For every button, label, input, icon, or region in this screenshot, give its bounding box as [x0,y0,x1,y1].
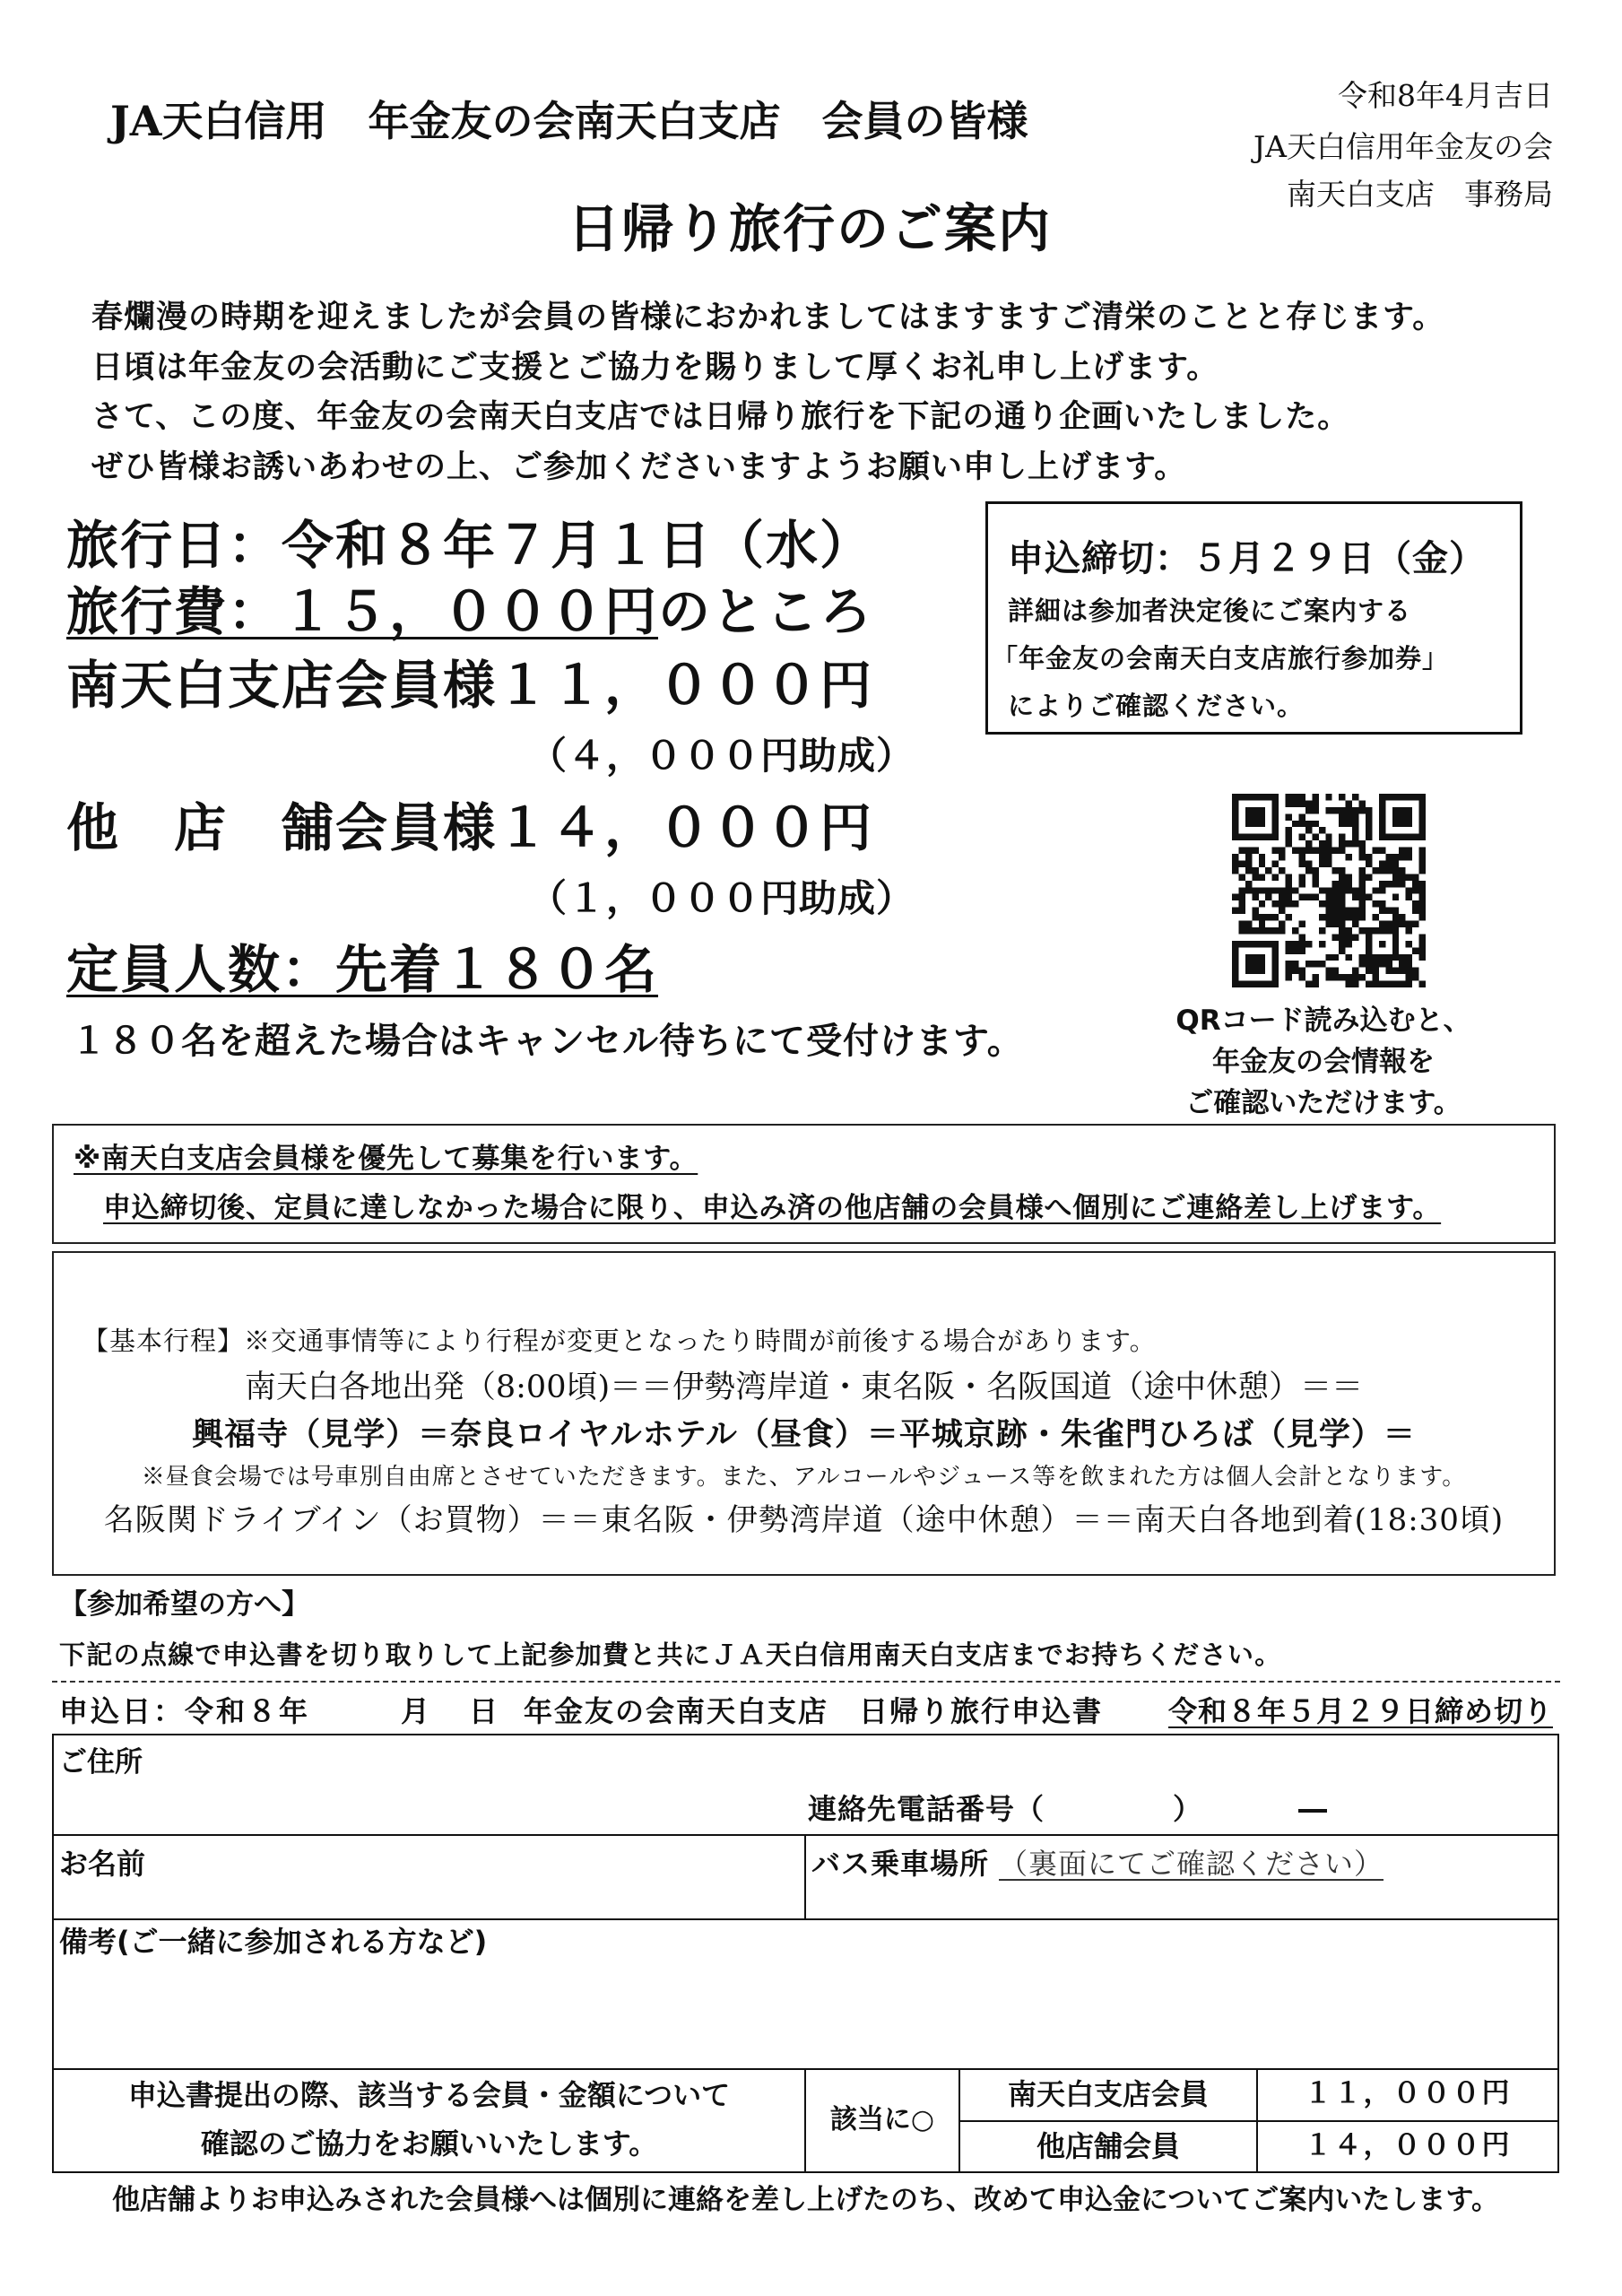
itinerary-heading: 【基本行程】※交通事情等により行程が変更となったり時間が前後する場合があります。 [82,1326,1157,1356]
qr-caption-line: QRコード読み込むと、 [1175,1004,1471,1037]
deadline-detail-line: によりご確認ください。 [1008,691,1305,721]
deadline-detail-line: 「年金友の会南天白支店旅行参加券」 [992,643,1450,674]
intro-line: さて、この度、年金友の会南天白支店では日帰り旅行を下記の通り企画いたしました。 [91,399,1350,435]
phone-close-paren: ） [1173,1792,1202,1826]
table-rule [958,2120,1557,2122]
qr-caption-line: 年金友の会情報を [1212,1046,1435,1078]
form-day-label: 日 [469,1694,499,1728]
page-title: 日帰り旅行のご案内 [568,198,1053,259]
form-deadline: 令和８年５月２９日締め切り [1167,1694,1553,1728]
application-form [52,1734,1559,2173]
cut-line [52,1681,1560,1683]
waitlist-note: １８０名を超えた場合はキャンセル待ちにて受付けます。 [71,1021,1024,1062]
name-label: お名前 [59,1847,146,1881]
bus-stop-label: バス乗車場所 [811,1847,990,1881]
qr-caption [1144,1000,1503,1124]
deadline-box [985,501,1522,735]
qr-caption-line: ご確認いただけます。 [1185,1087,1462,1119]
itinerary-box [52,1251,1556,1576]
itinerary-route: 興福寺（見学）＝奈良ロイヤルホテル（昼食）＝平城京跡・朱雀門ひろば（見学）＝ [192,1417,1416,1453]
issuer-org: JA天白信用年金友の会 [1253,129,1553,164]
confirm-text-line: 確認のご協力をお願いいたします。 [200,2126,658,2161]
capacity-text: 定員人数：先着１８０名 [66,939,659,1000]
intro-paragraph [91,293,1444,492]
footer-note: 他店舗よりお申込みされた会員様へは個別に連絡を差し上げたのち、改めて申込金についてご案内いたします。 [112,2184,1499,2216]
trip-fee [66,581,874,642]
remarks-label: 備考(ご一緒に参加される方など) [59,1925,488,1959]
other-price: 他 店 舗会員様１４，０００円 [66,797,874,858]
trip-fee-label: 旅行費：１５，０００円 [66,581,659,642]
other-subsidy: （１，０００円助成） [529,876,915,920]
form-date-label: 申込日：令和８年 [59,1694,311,1728]
table-rule [54,1918,1557,1920]
confirm-text-line: 申込書提出の際、該当する会員・金額について [127,2078,731,2112]
table-rule [804,1834,806,1918]
option-member: 南天白支店会員 [1007,2077,1209,2111]
option-amount: １１，０００円 [1304,2077,1512,2109]
trip-fee-suffix: のところ [658,581,874,642]
deadline-detail-line: 詳細は参加者決定後にご案内する [1008,596,1412,626]
deadline-text: 申込締切：５月２９日（金） [1008,538,1486,579]
trip-date: 旅行日：令和８年７月１日（水） [66,515,874,576]
issuer-office: 南天白支店 事務局 [1287,177,1553,212]
address-label: ご住所 [59,1746,143,1779]
priority-notice-line: ※南天白支店会員様を優先して募集を行います。 [74,1143,698,1175]
bus-stop-note: （裏面にてご確認ください） [999,1847,1384,1881]
form-month-label: 月 [401,1694,430,1728]
application-instruction: 下記の点線で申込書を切り取りして上記参加費と共にＪＡ天白信用南天白支店までお持ちください。 [59,1639,1282,1670]
intro-line: 春爛漫の時期を迎えましたが会員の皆様におかれましてはますますご清栄のことと存じます。 [91,300,1445,335]
priority-notice-line: 申込締切後、定員に達しなかった場合に限り、申込み済の他店舗の会員様へ個別にご連絡差し上げます。 [103,1192,1442,1224]
option-member: 他店舗会員 [1036,2129,1180,2163]
phone-dash: ― [1298,1792,1327,1826]
priority-notice-box [52,1124,1556,1244]
option-amount: １４，０００円 [1304,2129,1512,2161]
intro-line: 日頃は年金友の会活動にご支援とご協力を賜りまして厚くお礼申し上げます。 [91,349,1219,386]
intro-line: ぜひ皆様お誘いあわせの上、ご参加くださいますようお願い申し上げます。 [91,448,1187,485]
itinerary-route: 名阪関ドライブイン（お買物）＝＝東名阪・伊勢湾岸道（途中休憩）＝＝南天白各地到着(18:30頃) [103,1502,1505,1538]
circle-label: 該当に○ [829,2104,935,2135]
phone-label: 連絡先電話番号（ [808,1792,1045,1826]
member-price: 南天白支店会員様１１，０００円 [66,655,874,716]
member-subsidy: （４，０００円助成） [529,734,915,778]
addressee: JA天白信用 年金友の会南天白支店 会員の皆様 [110,97,1028,145]
lunch-note: ※昼食会場では号車別自由席とさせていただきます。また、アルコールやジュース等を飲まれた方は個人会計となります。 [141,1464,1467,1491]
form-title: 年金友の会南天白支店 日帰り旅行申込書 [524,1694,1104,1728]
itinerary-route: 南天白各地出発（8:00頃)＝＝伊勢湾岸道・東名阪・名阪国道（途中休憩）＝＝ [244,1370,1364,1405]
application-heading: 【参加希望の方へ】 [59,1588,309,1621]
issue-date: 令和8年4月吉日 [1338,78,1553,113]
capacity [66,939,659,1000]
qr-code [1232,794,1426,987]
